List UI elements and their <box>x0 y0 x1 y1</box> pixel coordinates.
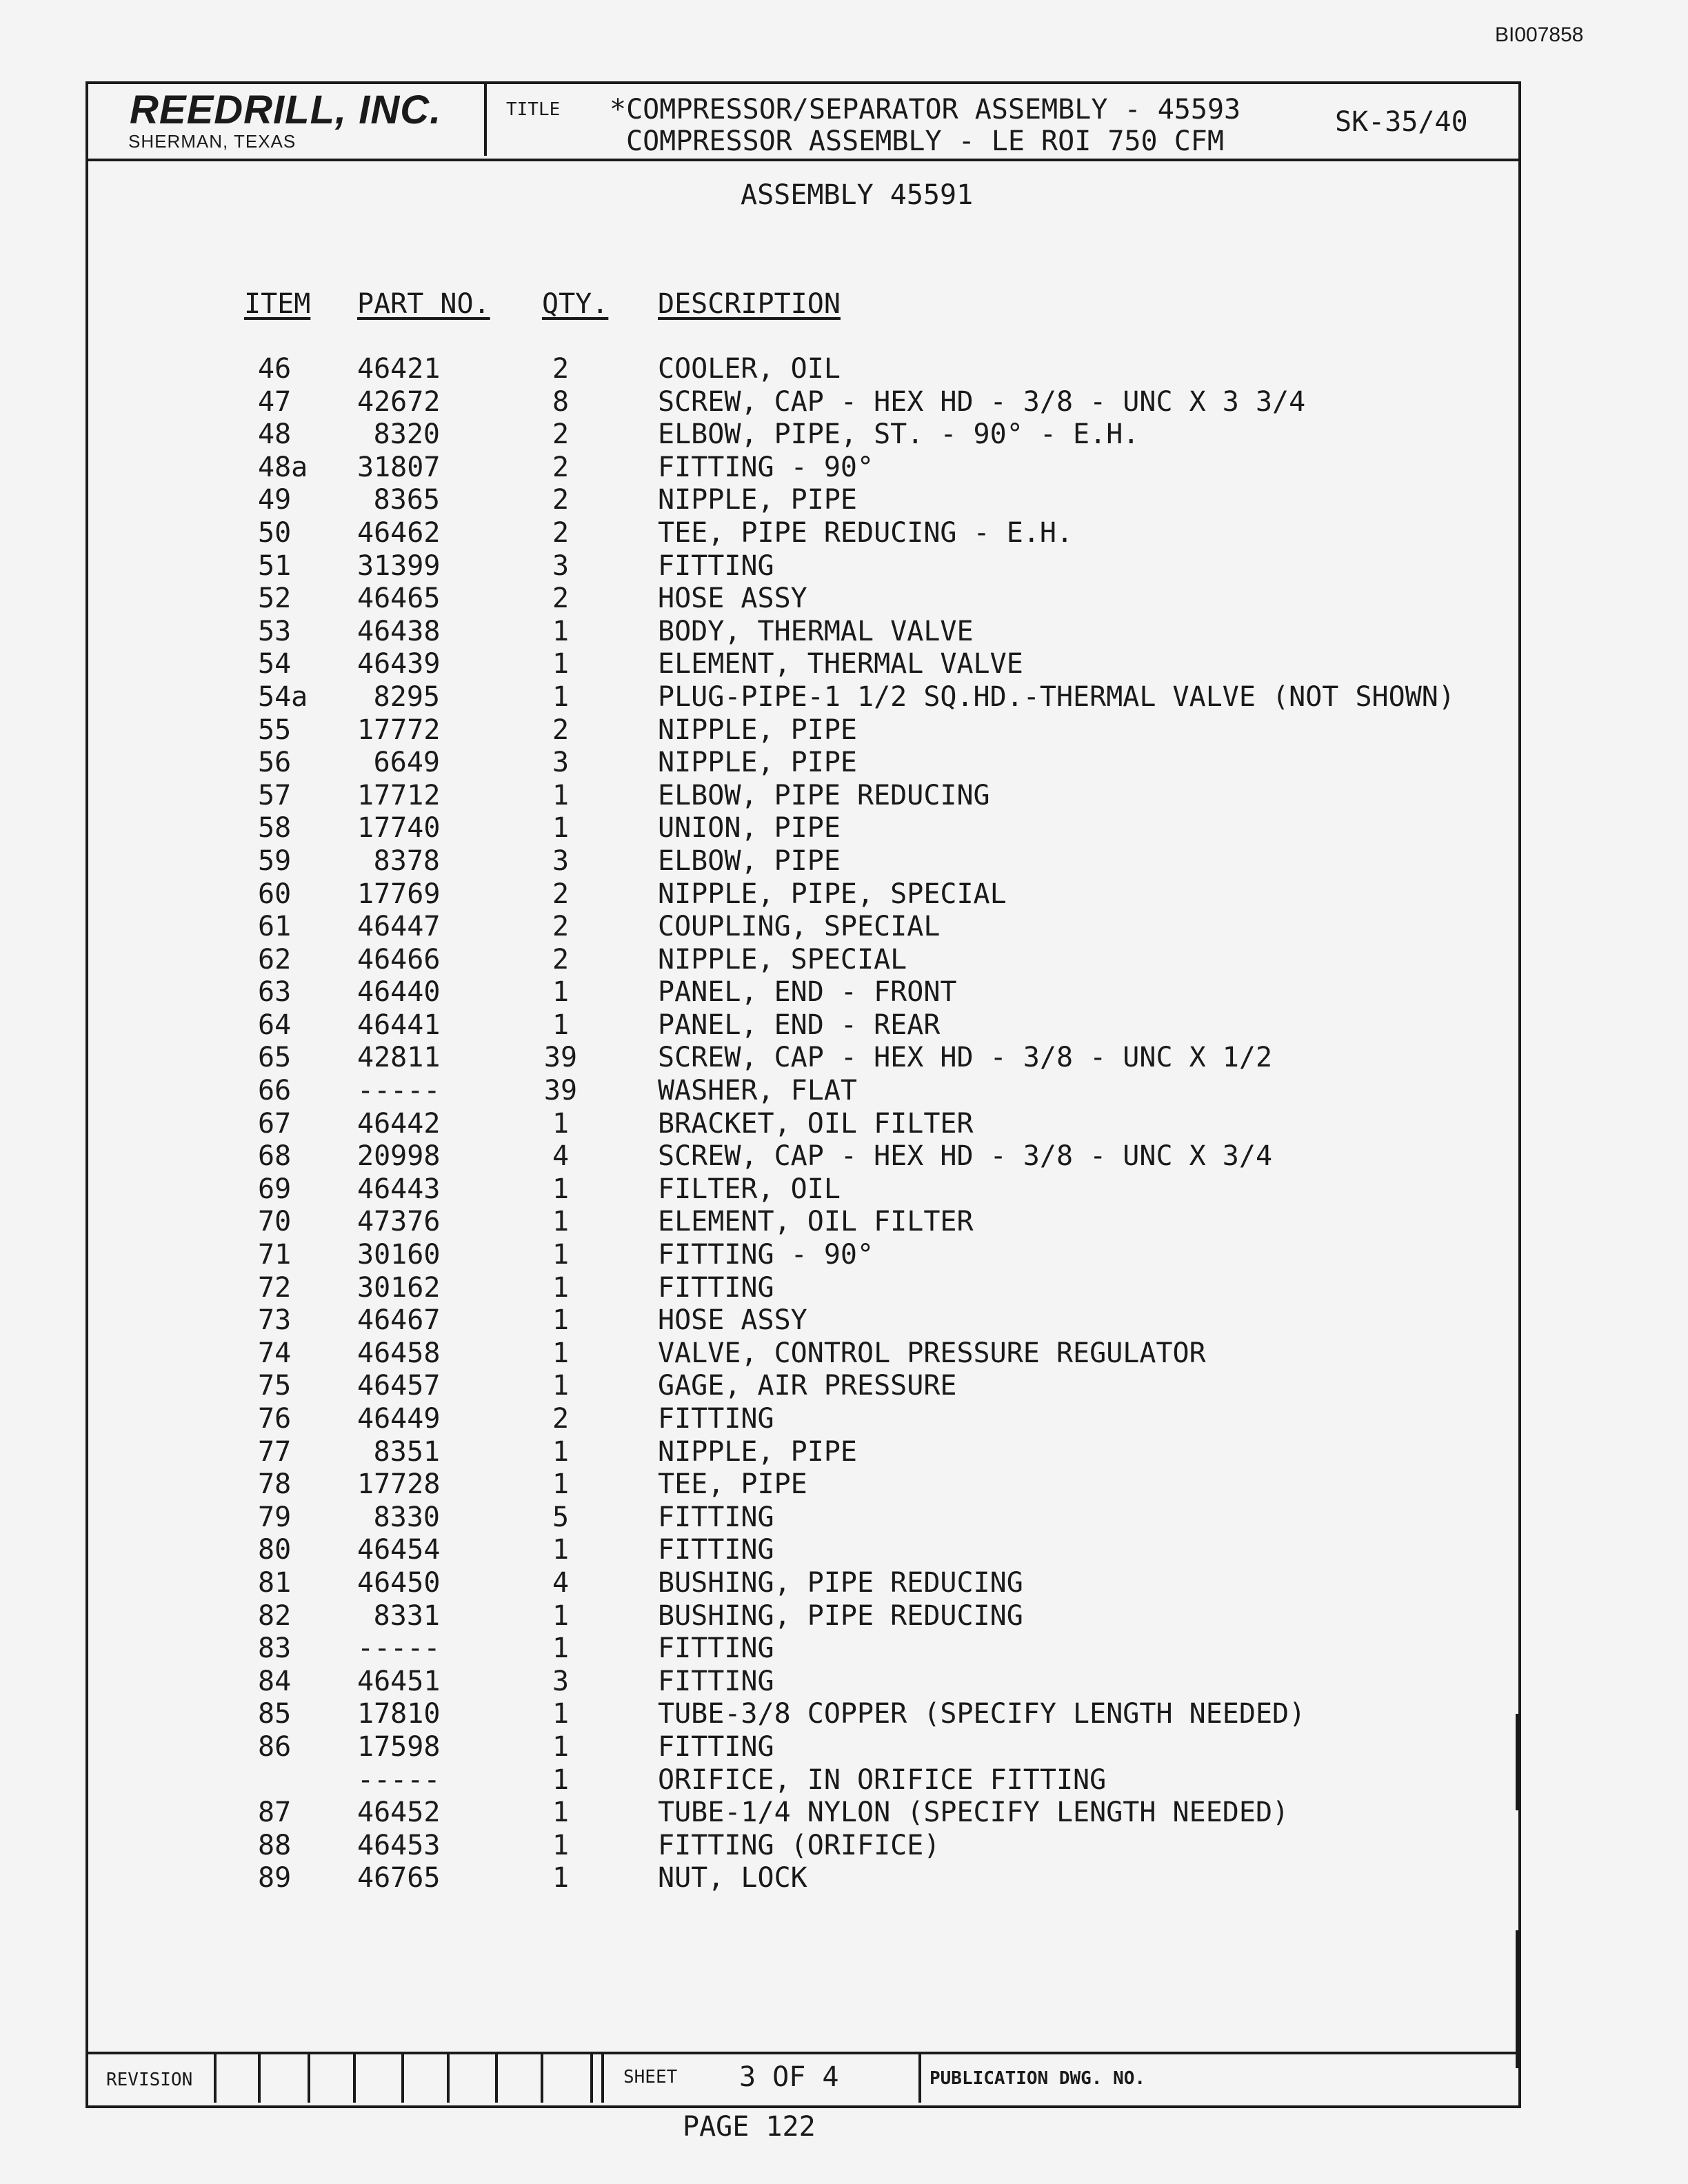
table-row <box>88 714 1518 747</box>
quantity: 4 <box>552 1566 570 1599</box>
part-number: 17728 <box>357 1468 441 1501</box>
parts-list <box>88 353 1518 1895</box>
description: ELBOW, PIPE REDUCING <box>658 779 990 811</box>
quantity: 1 <box>552 615 570 647</box>
part-number: 46447 <box>357 911 441 943</box>
table-row <box>88 944 1518 977</box>
description: PANEL, END - FRONT <box>658 976 957 1009</box>
table-row <box>88 812 1518 845</box>
item-number: 69 <box>258 1173 292 1205</box>
table-row <box>88 1042 1518 1075</box>
part-number: 46453 <box>357 1829 441 1861</box>
quantity: 1 <box>552 1370 570 1402</box>
part-number: 31807 <box>357 451 441 483</box>
quantity: 1 <box>552 1206 570 1238</box>
table-row <box>88 583 1518 616</box>
publication-divider <box>918 2054 921 2103</box>
part-number: 46462 <box>357 516 441 549</box>
quantity: 1 <box>552 1107 570 1140</box>
description: NIPPLE, PIPE <box>658 714 857 746</box>
description: NIPPLE, SPECIAL <box>658 943 907 975</box>
item-number: 51 <box>258 549 292 582</box>
table-row <box>88 386 1518 419</box>
table-row <box>88 418 1518 452</box>
item-number: 74 <box>258 1337 292 1369</box>
quantity: 1 <box>552 1468 570 1501</box>
column-header-part-no: PART NO. <box>357 288 490 320</box>
quantity: 4 <box>552 1140 570 1173</box>
table-row <box>88 484 1518 517</box>
part-number: 46439 <box>357 648 441 680</box>
item-number: 70 <box>258 1206 292 1238</box>
table-row <box>88 1370 1518 1403</box>
description: FITTING <box>658 1501 774 1533</box>
item-number: 79 <box>258 1501 292 1533</box>
description: TUBE-1/4 NYLON (SPECIFY LENGTH NEEDED) <box>658 1797 1289 1829</box>
part-number: 47376 <box>357 1206 441 1238</box>
part-number: 8351 <box>373 1435 440 1468</box>
quantity: 1 <box>552 1009 570 1041</box>
part-number: ----- <box>357 1075 441 1107</box>
table-row <box>88 1272 1518 1305</box>
description: FITTING (ORIFICE) <box>658 1829 941 1861</box>
part-number: 31399 <box>357 549 441 582</box>
description: SCREW, CAP - HEX HD - 3/8 - UNC X 3/4 <box>658 1140 1273 1173</box>
table-row <box>88 1468 1518 1502</box>
table-row <box>88 353 1518 386</box>
part-number: 46442 <box>357 1107 441 1140</box>
item-number: 67 <box>258 1107 292 1140</box>
description: NIPPLE, PIPE <box>658 1435 857 1468</box>
table-row <box>88 616 1518 649</box>
table-row <box>88 1764 1518 1797</box>
revision-cell-divider <box>590 2054 593 2103</box>
company-name: REEDRILL, INC. <box>130 88 442 132</box>
description: BUSHING, PIPE REDUCING <box>658 1566 1023 1599</box>
part-number: 8295 <box>373 680 440 713</box>
quantity: 1 <box>552 1698 570 1730</box>
quantity: 2 <box>552 911 570 943</box>
quantity: 1 <box>552 680 570 713</box>
item-number: 52 <box>258 583 292 615</box>
description: FITTING <box>658 1665 774 1697</box>
description: PLUG-PIPE-1 1/2 SQ.HD.-THERMAL VALVE (NOT SHOWN) <box>658 680 1455 713</box>
table-row <box>88 681 1518 714</box>
item-number: 68 <box>258 1140 292 1173</box>
quantity: 1 <box>552 1304 570 1337</box>
description: BUSHING, PIPE REDUCING <box>658 1599 1023 1632</box>
table-row <box>88 1304 1518 1337</box>
item-number: 62 <box>258 943 292 975</box>
part-number: 17712 <box>357 779 441 811</box>
description: PANEL, END - REAR <box>658 1009 941 1041</box>
revision-cell-divider <box>495 2054 498 2103</box>
quantity: 2 <box>552 714 570 746</box>
quantity: 1 <box>552 1763 570 1796</box>
description: FITTING <box>658 1271 774 1304</box>
item-number: 88 <box>258 1829 292 1861</box>
table-row <box>88 1009 1518 1042</box>
quantity: 39 <box>543 1075 578 1107</box>
footer-block <box>88 2052 1518 2105</box>
part-number: 42672 <box>357 385 441 418</box>
part-number: 46454 <box>357 1534 441 1566</box>
description: TEE, PIPE REDUCING - E.H. <box>658 516 1074 549</box>
quantity: 2 <box>552 418 570 451</box>
part-number: 8330 <box>373 1501 440 1533</box>
description: FITTING <box>658 1534 774 1566</box>
revision-cell-divider <box>447 2054 450 2103</box>
description: COOLER, OIL <box>658 353 841 385</box>
description: FITTING <box>658 1632 774 1665</box>
part-number: 46438 <box>357 615 441 647</box>
revision-label: REVISION <box>106 2070 193 2090</box>
table-row <box>88 1239 1518 1272</box>
part-number: 46441 <box>357 1009 441 1041</box>
item-number: 77 <box>258 1435 292 1468</box>
description: TEE, PIPE <box>658 1468 807 1501</box>
description: ELBOW, PIPE, ST. - 90° - E.H. <box>658 418 1140 451</box>
table-row <box>88 1731 1518 1764</box>
table-row <box>88 878 1518 911</box>
part-number: 46440 <box>357 976 441 1009</box>
part-number: 42811 <box>357 1042 441 1074</box>
quantity: 2 <box>552 878 570 910</box>
part-number: 6649 <box>373 747 440 779</box>
table-row <box>88 648 1518 681</box>
item-number: 82 <box>258 1599 292 1632</box>
page-number: PAGE 122 <box>683 2111 816 2143</box>
description: NUT, LOCK <box>658 1862 807 1894</box>
quantity: 2 <box>552 353 570 385</box>
part-number: 46450 <box>357 1566 441 1599</box>
revision-bar <box>1516 1714 1520 1810</box>
part-number: 30162 <box>357 1271 441 1304</box>
quantity: 1 <box>552 1173 570 1205</box>
revision-cell-divider <box>541 2054 543 2103</box>
table-row <box>88 1698 1518 1731</box>
quantity: 1 <box>552 1797 570 1829</box>
description: SCREW, CAP - HEX HD - 3/8 - UNC X 3 3/4 <box>658 385 1306 418</box>
table-row <box>88 845 1518 878</box>
item-number: 72 <box>258 1271 292 1304</box>
item-number: 71 <box>258 1239 292 1271</box>
item-number: 73 <box>258 1304 292 1337</box>
description: SCREW, CAP - HEX HD - 3/8 - UNC X 1/2 <box>658 1042 1273 1074</box>
table-row <box>88 976 1518 1009</box>
table-row <box>88 1502 1518 1535</box>
item-number: 47 <box>258 385 292 418</box>
quantity: 1 <box>552 779 570 811</box>
sheet-code: SK-35/40 <box>1335 106 1468 138</box>
description: FILTER, OIL <box>658 1173 841 1205</box>
item-number: 54 <box>258 648 292 680</box>
part-number: ----- <box>357 1763 441 1796</box>
sheet-value: 3 OF 4 <box>739 2061 839 2093</box>
item-number: 53 <box>258 615 292 647</box>
item-number: 58 <box>258 812 292 845</box>
table-row <box>88 1337 1518 1371</box>
description: GAGE, AIR PRESSURE <box>658 1370 957 1402</box>
description: BRACKET, OIL FILTER <box>658 1107 974 1140</box>
item-number: 76 <box>258 1403 292 1435</box>
description: FITTING <box>658 549 774 582</box>
document-id: BI007858 <box>1495 23 1584 46</box>
part-number: 46443 <box>357 1173 441 1205</box>
quantity: 2 <box>552 1403 570 1435</box>
revision-cell-divider <box>353 2054 356 2103</box>
part-number: 17772 <box>357 714 441 746</box>
item-number: 56 <box>258 747 292 779</box>
description: FITTING - 90° <box>658 451 874 483</box>
table-row <box>88 1140 1518 1173</box>
table-row <box>88 1173 1518 1206</box>
table-row <box>88 517 1518 550</box>
quantity: 2 <box>552 583 570 615</box>
description: ORIFICE, IN ORIFICE FITTING <box>658 1763 1107 1796</box>
revision-cell-divider <box>214 2054 217 2103</box>
quantity: 1 <box>552 1829 570 1861</box>
part-number: 8320 <box>373 418 440 451</box>
part-number: 17769 <box>357 878 441 910</box>
quantity: 3 <box>552 549 570 582</box>
revision-cell-divider <box>308 2054 310 2103</box>
description: FITTING <box>658 1730 774 1763</box>
part-number: 17740 <box>357 812 441 845</box>
item-number: 86 <box>258 1730 292 1763</box>
table-row <box>88 1403 1518 1436</box>
quantity: 2 <box>552 516 570 549</box>
item-number: 83 <box>258 1632 292 1665</box>
description: UNION, PIPE <box>658 812 841 845</box>
title-block <box>88 84 1518 161</box>
item-number: 66 <box>258 1075 292 1107</box>
quantity: 1 <box>552 1435 570 1468</box>
quantity: 39 <box>543 1042 578 1074</box>
table-row <box>88 1436 1518 1469</box>
item-number: 54a <box>258 680 308 713</box>
item-number: 57 <box>258 779 292 811</box>
part-number: 46449 <box>357 1403 441 1435</box>
part-number: 46452 <box>357 1797 441 1829</box>
item-number: 78 <box>258 1468 292 1501</box>
item-number: 64 <box>258 1009 292 1041</box>
part-number: 30160 <box>357 1239 441 1271</box>
title-label: TITLE <box>506 99 561 120</box>
table-row <box>88 1567 1518 1600</box>
item-number: 89 <box>258 1862 292 1894</box>
description: ELEMENT, THERMAL VALVE <box>658 648 1023 680</box>
item-number: 49 <box>258 484 292 516</box>
quantity: 3 <box>552 1665 570 1697</box>
item-number: 85 <box>258 1698 292 1730</box>
sheet-label: SHEET <box>623 2067 678 2087</box>
part-number: 46467 <box>357 1304 441 1337</box>
item-number: 46 <box>258 353 292 385</box>
description: COUPLING, SPECIAL <box>658 911 941 943</box>
column-header-item: ITEM <box>244 288 311 320</box>
title-line-1: *COMPRESSOR/SEPARATOR ASSEMBLY - 45593 <box>610 94 1241 125</box>
description: ELBOW, PIPE <box>658 845 841 877</box>
quantity: 8 <box>552 385 570 418</box>
table-row <box>88 550 1518 583</box>
part-number: 46451 <box>357 1665 441 1697</box>
table-row <box>88 1108 1518 1141</box>
item-number: 48a <box>258 451 308 483</box>
quantity: 1 <box>552 1730 570 1763</box>
item-number: 84 <box>258 1665 292 1697</box>
item-number: 59 <box>258 845 292 877</box>
table-row <box>88 1075 1518 1108</box>
item-number: 60 <box>258 878 292 910</box>
part-number: 46465 <box>357 583 441 615</box>
quantity: 1 <box>552 1534 570 1566</box>
part-number: 46458 <box>357 1337 441 1369</box>
quantity: 2 <box>552 943 570 975</box>
item-number: 81 <box>258 1566 292 1599</box>
description: NIPPLE, PIPE, SPECIAL <box>658 878 1007 910</box>
table-row <box>88 1830 1518 1863</box>
part-number: 20998 <box>357 1140 441 1173</box>
column-header-qty: QTY. <box>542 288 609 320</box>
item-number: 63 <box>258 976 292 1009</box>
table-row <box>88 1206 1518 1239</box>
assembly-heading: ASSEMBLY 45591 <box>741 179 974 211</box>
table-row <box>88 1666 1518 1699</box>
description: FITTING <box>658 1403 774 1435</box>
part-number: 17810 <box>357 1698 441 1730</box>
description: ELEMENT, OIL FILTER <box>658 1206 974 1238</box>
quantity: 1 <box>552 648 570 680</box>
part-number: 46765 <box>357 1862 441 1894</box>
publication-label: PUBLICATION DWG. NO. <box>930 2068 1146 2089</box>
description: HOSE ASSY <box>658 583 807 615</box>
part-number: ----- <box>357 1632 441 1665</box>
revision-cell-divider <box>401 2054 404 2103</box>
part-number: 46421 <box>357 353 441 385</box>
table-row <box>88 1534 1518 1567</box>
part-number: 46466 <box>357 943 441 975</box>
table-row <box>88 747 1518 780</box>
item-number: 55 <box>258 714 292 746</box>
title-line-2: COMPRESSOR ASSEMBLY - LE ROI 750 CFM <box>626 125 1224 157</box>
description: HOSE ASSY <box>658 1304 807 1337</box>
sheet-divider <box>601 2054 604 2103</box>
item-number: 75 <box>258 1370 292 1402</box>
table-row <box>88 911 1518 944</box>
table-row <box>88 1862 1518 1895</box>
table-row <box>88 1632 1518 1666</box>
description: NIPPLE, PIPE <box>658 484 857 516</box>
table-row <box>88 1600 1518 1633</box>
item-number: 61 <box>258 911 292 943</box>
item-number: 65 <box>258 1042 292 1074</box>
quantity: 2 <box>552 451 570 483</box>
quantity: 1 <box>552 1271 570 1304</box>
title-block-divider <box>484 84 487 156</box>
description: BODY, THERMAL VALVE <box>658 615 974 647</box>
quantity: 1 <box>552 1599 570 1632</box>
part-number: 17598 <box>357 1730 441 1763</box>
quantity: 5 <box>552 1501 570 1533</box>
quantity: 1 <box>552 1337 570 1369</box>
quantity: 1 <box>552 976 570 1009</box>
item-number: 87 <box>258 1797 292 1829</box>
drawing-frame <box>86 81 1521 2108</box>
table-row <box>88 452 1518 485</box>
quantity: 1 <box>552 1239 570 1271</box>
table-row <box>88 1797 1518 1830</box>
item-number: 80 <box>258 1534 292 1566</box>
quantity: 1 <box>552 812 570 845</box>
part-number: 46457 <box>357 1370 441 1402</box>
company-location: SHERMAN, TEXAS <box>128 131 297 152</box>
quantity: 1 <box>552 1632 570 1665</box>
description: VALVE, CONTROL PRESSURE REGULATOR <box>658 1337 1206 1369</box>
item-number: 50 <box>258 516 292 549</box>
revision-cell-divider <box>258 2054 261 2103</box>
part-number: 8378 <box>373 845 440 877</box>
part-number: 8365 <box>373 484 440 516</box>
description: FITTING - 90° <box>658 1239 874 1271</box>
quantity: 1 <box>552 1862 570 1894</box>
table-row <box>88 780 1518 813</box>
revision-bar <box>1516 1930 1520 2068</box>
column-header-description: DESCRIPTION <box>658 288 841 320</box>
quantity: 2 <box>552 484 570 516</box>
quantity: 3 <box>552 845 570 877</box>
part-number: 8331 <box>373 1599 440 1632</box>
description: TUBE-3/8 COPPER (SPECIFY LENGTH NEEDED) <box>658 1698 1306 1730</box>
description: WASHER, FLAT <box>658 1075 857 1107</box>
description: NIPPLE, PIPE <box>658 747 857 779</box>
item-number: 48 <box>258 418 292 451</box>
quantity: 3 <box>552 747 570 779</box>
